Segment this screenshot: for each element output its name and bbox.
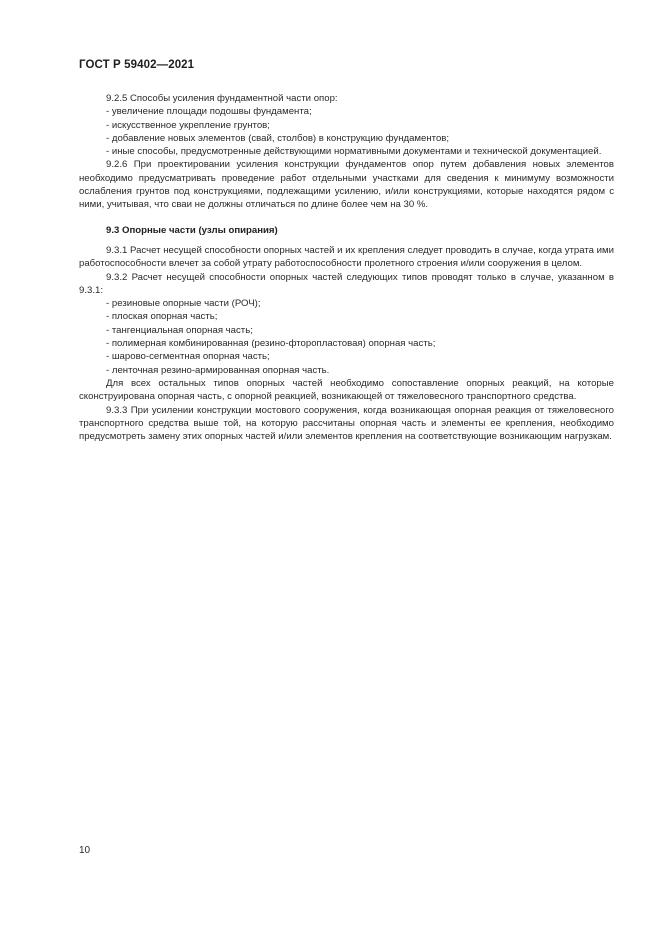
list-item: - иные способы, предусмотренные действующими нормативными документами и технической документацией. xyxy=(106,146,602,158)
list-item: - ленточная резино-армированная опорная часть. xyxy=(106,364,330,376)
list-item: - добавление новых элементов (свай, столбов) в конструкцию фундаментов; xyxy=(106,132,450,144)
section-heading-9-3: 9.3 Опорные части (узлы опирания) xyxy=(106,224,278,236)
list-item: - искусственное укрепление грунтов; xyxy=(106,119,270,131)
list-item: - полимерная комбинированная (резино-фторопластовая) опорная часть; xyxy=(106,338,436,350)
list-item: - тангенциальная опорная часть; xyxy=(106,324,253,336)
list-item: - увеличение площади подошвы фундамента; xyxy=(106,106,312,118)
clause-9-3-3: 9.3.3 При усилении конструкции мостового сооружения, когда возникающая опорная реакция от тяжеловесного транспортного средства выше той, на которую рассчитаны опорная часть и элементы ее крепления, необходимо предусмотреть замену этих опорных частей и/или элементов крепления на соответствующие возникающим нагрузкам. xyxy=(79,404,614,443)
clause-9-3-2: 9.3.2 Расчет несущей способности опорных частей следующих типов проводят только в случае, указанном в 9.3.1: xyxy=(79,271,614,296)
list-item: - резиновые опорные части (РОЧ); xyxy=(106,298,261,310)
clause-9-2-5: 9.2.5 Способы усиления фундаментной части опор: xyxy=(106,93,338,104)
list-item: - шарово-сегментная опорная часть; xyxy=(106,351,270,363)
list-item: - плоская опорная часть; xyxy=(106,311,218,323)
clause-9-2-6: 9.2.6 При проектировании усиления конструкции фундаментов опор путем добавления новых элементов необходимо предусматривать проведение работ отдельными участками для сведения к минимуму возможности ослабления грунтов под конструкциями, подлежащими усилению, и/или конструкциями, которые находятся рядом с ними, учитывая, что сваи не должны отличаться по длине более чем на 30 %. xyxy=(79,159,614,211)
page-number: 10 xyxy=(79,845,91,856)
paragraph-other-types: Для всех остальных типов опорных частей необходимо сопоставление опорных реакций, на которые сконструирована опорная часть, с опорной реакцией, возникающей от тяжеловесного транспортного средства. xyxy=(79,377,614,403)
document-code-header: ГОСТ Р 59402—2021 xyxy=(79,59,195,71)
document-body xyxy=(79,92,614,443)
clause-9-3-1: 9.3.1 Расчет несущей способности опорных частей и их крепления следует проводить в случае, когда утрата ими работоспособности влечет за собой утрату работоспособности пролетного строения и/или сооружения в целом. xyxy=(79,244,614,270)
